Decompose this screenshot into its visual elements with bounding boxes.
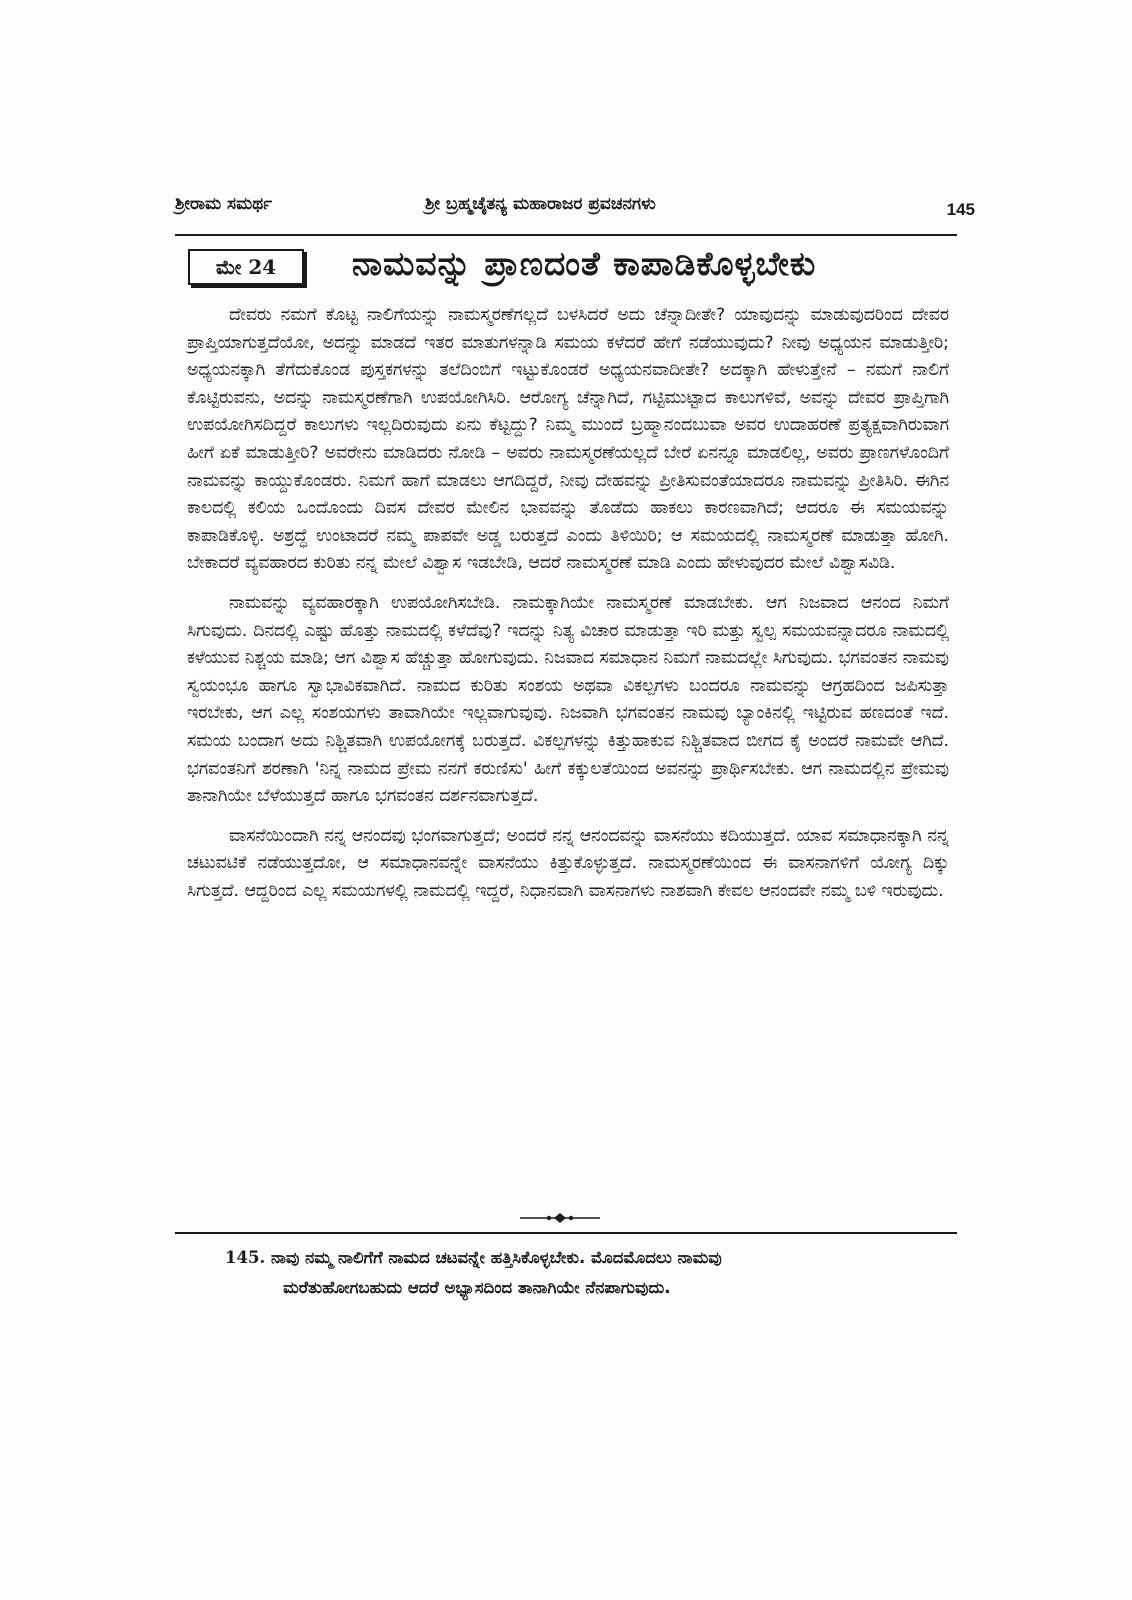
date-label: ಮೇ 24 [215,255,277,279]
footnote-rule [175,1232,957,1234]
paragraph-1: ದೇವರು ನಮಗೆ ಕೊಟ್ಟ ನಾಲಿಗೆಯನ್ನು ನಾಮಸ್ಮರಣೆಗಲ್ಲದೆ ಬಳಸಿದರೆ ಅದು ಚೆನ್ನಾದೀತೇ? ಯಾವುದನ್ನು ಮಾಡುವುದರಿಂದ ದೇವರ ಪ್ರಾಪ್ತಿಯಾಗುತ್ತದೆಯೋ, ಅದನ್ನು ಮಾಡದೆ ಇತರ ಮಾತುಗಳನ್ನಾಡಿ ಸಮಯ ಕಳೆದರೆ ಹೇಗೆ ನಡೆಯುವುದು? ನೀವು ಅಧ್ಯಯನ ಮಾಡುತ್ತೀರಿ; ಅಧ್ಯಯನಕ್ಕಾಗಿ ತೆಗೆದುಕೊಂಡ ಪುಸ್ತಕಗಳನ್ನು ತಲೆದಿಂಬಿಗೆ ಇಟ್ಟುಕೊಂಡರೆ ಅಧ್ಯಯನವಾದೀತೇ? ಅದಕ್ಕಾಗಿ ಹೇಳುತ್ತೇನೆ – ನಮಗೆ ನಾಲಿಗೆ ಕೊಟ್ಟಿರುವನು, ಅದನ್ನು ನಾಮಸ್ಮರಣೆಗಾಗಿ ಉಪಯೋಗಿಸಿರಿ. ಆರೋಗ್ಯ ಚೆನ್ನಾಗಿದೆ, ಗಟ್ಟಿಮುಟ್ಟಾದ ಕಾಲುಗಳಿವೆ, ಅವನ್ನು ದೇವರ ಪ್ರಾಪ್ತಿಗಾಗಿ ಉಪಯೋಗಿಸದಿದ್ದರೆ ಕಾಲುಗಳು ಇಲ್ಲದಿರುವುದು ಏನು ಕೆಟ್ಟದ್ದು? ನಿಮ್ಮ ಮುಂದೆ ಬ್ರಹ್ಮಾನಂದಬುವಾ ಅವರ ಉದಾಹರಣೆ ಪ್ರತ್ಯಕ್ಷವಾಗಿರುವಾಗ ಹೀಗೆ ಏಕೆ ಮಾಡುತ್ತೀರಿ? ಅವರೇನು ಮಾಡಿದರು ನೋಡಿ – ಅವರು ನಾಮಸ್ಮರಣೆಯಲ್ಲದೆ ಬೇರೆ ಏನನ್ನೂ ಮಾಡಲಿಲ್ಲ, ಅವರು ಪ್ರಾಣಗಳೊಂದಿಗೆ ನಾಮವನ್ನು ಕಾಯ್ದುಕೊಂಡರು. ನಿಮಗೆ ಹಾಗೆ ಮಾಡಲು ಆಗದಿದ್ದರೆ, ನೀವು ದೇಹವನ್ನು ಪ್ರೀತಿಸುವಂತೆಯಾದರೂ ನಾಮವನ್ನು ಪ್ರೀತಿಸಿರಿ. ಈಗಿನ ಕಾಲದಲ್ಲಿ ಕಲಿಯ ಒಂದೊಂದು ದಿವಸ ದೇವರ ಮೇಲಿನ ಭಾವವನ್ನು ತೊಡೆದು ಹಾಕಲು ಕಾರಣವಾಗಿದೆ; ಆದರೂ ಈ ಸಮಯವನ್ನು ಕಾಪಾಡಿಕೊಳ್ಳಿ. ಅಶ್ರದ್ಧೆ ಉಂಟಾದರೆ ನಮ್ಮ ಪಾಪವೇ ಅಡ್ಡ ಬರುತ್ತದೆ ಎಂದು ತಿಳಿಯಿರಿ; ಆ ಸಮಯದಲ್ಲಿ ನಾಮಸ್ಮರಣೆ ಮಾಡುತ್ತಾ ಹೋಗಿ. ಬೇಕಾದರೆ ವ್ಯವಹಾರದ ಕುರಿತು ನನ್ನ ಮೇಲೆ ವಿಶ್ವಾಸ ಇಡಬೇಡಿ, ಆದರೆ ನಾಮಸ್ಮರಣೆ ಮಾಡಿ ಎಂದು ಹೇಳುವುದರ ಮೇಲೆ ವಿಶ್ವಾಸವಿಡಿ. [187,305,949,574]
header-left-text: ಶ್ರೀರಾಮ ಸಮರ್ಥ [175,194,273,214]
footnote [225,1243,925,1303]
fleuron-divider-icon [520,1211,600,1225]
footnote-number: 145. [225,1248,266,1267]
running-header [175,194,975,224]
header-rule [175,234,957,236]
chapter-title: ನಾಮವನ್ನು ಪ್ರಾಣದಂತೆ ಕಾಪಾಡಿಕೊಳ್ಳಬೇಕು [352,244,817,283]
body-text [187,302,949,917]
footnote-line-1: ನಾವು ನಮ್ಮ ನಾಲಿಗೆಗೆ ನಾಮದ ಚಟವನ್ನೇ ಹತ್ತಿಸಿಕೊಳ್ಳಬೇಕು. ಮೊದಮೊದಲು ನಾಮವು [270,1248,722,1267]
paragraph-2: ನಾಮವನ್ನು ವ್ಯವಹಾರಕ್ಕಾಗಿ ಉಪಯೋಗಿಸಬೇಡಿ. ನಾಮಕ್ಕಾಗಿಯೇ ನಾಮಸ್ಮರಣೆ ಮಾಡಬೇಕು. ಆಗ ನಿಜವಾದ ಆನಂದ ನಿಮಗೆ ಸಿಗುವುದು. ದಿನದಲ್ಲಿ ಎಷ್ಟು ಹೊತ್ತು ನಾಮದಲ್ಲಿ ಕಳೆದೆವು? ಇದನ್ನು ನಿತ್ಯ ವಿಚಾರ ಮಾಡುತ್ತಾ ಇರಿ ಮತ್ತು ಸ್ವಲ್ಪ ಸಮಯವನ್ನಾದರೂ ನಾಮದಲ್ಲಿ ಕಳೆಯುವ ನಿಶ್ಚಯ ಮಾಡಿ; ಆಗ ವಿಶ್ವಾಸ ಹೆಚ್ಚುತ್ತಾ ಹೋಗುವುದು. ನಿಜವಾದ ಸಮಾಧಾನ ನಿಮಗೆ ನಾಮದಲ್ಲೇ ಸಿಗುವುದು. ಭಗವಂತನ ನಾಮವು ಸ್ವಯಂಭೂ ಹಾಗೂ ಸ್ವಾಭಾವಿಕವಾಗಿದೆ. ನಾಮದ ಕುರಿತು ಸಂಶಯ ಅಥವಾ ವಿಕಲ್ಪಗಳು ಬಂದರೂ ನಾಮವನ್ನು ಆಗ್ರಹದಿಂದ ಜಪಿಸುತ್ತಾ ಇರಬೇಕು, ಆಗ ಎಲ್ಲ ಸಂಶಯಗಳು ತಾವಾಗಿಯೇ ಇಲ್ಲವಾಗುವುವು. ನಿಜವಾಗಿ ಭಗವಂತನ ನಾಮವು ಬ್ಯಾಂಕಿನಲ್ಲಿ ಇಟ್ಟಿರುವ ಹಣದಂತೆ ಇದೆ. ಸಮಯ ಬಂದಾಗ ಅದು ನಿಶ್ಚಿತವಾಗಿ ಉಪಯೋಗಕ್ಕೆ ಬರುತ್ತದೆ. ವಿಕಲ್ಪಗಳನ್ನು ಕಿತ್ತುಹಾಕುವ ನಿಶ್ಚಿತವಾದ ಬೀಗದ ಕೈ ಅಂದರೆ ನಾಮವೇ ಆಗಿದೆ. ಭಗವಂತನಿಗೆ ಶರಣಾಗಿ 'ನಿನ್ನ ನಾಮದ ಪ್ರೇಮ ನನಗೆ ಕರುಣಿಸು' ಹೀಗೆ ಕಕ್ಕುಲತೆಯಿಂದ ಅವನನ್ನು ಪ್ರಾರ್ಥಿಸಬೇಕು. ಆಗ ನಾಮದಲ್ಲಿನ ಪ್ರೇಮವು ತಾನಾಗಿಯೇ ಬೆಳೆಯುತ್ತದೆ ಹಾಗೂ ಭಗವಂತನ ದರ್ಶನವಾಗುತ್ತದೆ. [187,592,949,807]
page-number: 145 [946,200,975,219]
header-book-title: ಶ್ರೀ ಬ್ರಹ್ಮಚೈತನ್ಯ ಮಹಾರಾಜರ ಪ್ರವಚನಗಳು [425,194,656,214]
paragraph-3: ವಾಸನೆಯಿಂದಾಗಿ ನನ್ನ ಆನಂದವು ಭಂಗವಾಗುತ್ತದೆ; ಅಂದರೆ ನನ್ನ ಆನಂದವನ್ನು ವಾಸನೆಯು ಕದಿಯುತ್ತದೆ. ಯಾವ ಸಮಾಧಾನಕ್ಕಾಗಿ ನನ್ನ ಚಟುವಟಿಕೆ ನಡೆಯುತ್ತದೋ, ಆ ಸಮಾಧಾನವನ್ನೇ ವಾಸನೆಯು ಕಿತ್ತುಕೊಳ್ಳುತ್ತದೆ. ನಾಮಸ್ಮರಣೆಯಿಂದ ಈ ವಾಸನಾಗಳಿಗೆ ಯೋಗ್ಯ ದಿಕ್ಕು ಸಿಗುತ್ತದೆ. ಆದ್ದರಿಂದ ಎಲ್ಲ ಸಮಯಗಳಲ್ಲಿ ನಾಮದಲ್ಲಿ ಇದ್ದರೆ, ನಿಧಾನವಾಗಿ ವಾಸನಾಗಳು ನಾಶವಾಗಿ ಕೇವಲ ಆನಂದವೇ ನಮ್ಮ ಬಳಿ ಇರುವುದು. [187,825,949,901]
footnote-line-2: ಮರೆತುಹೋಗಬಹುದು ಆದರೆ ಅಭ್ಯಾಸದಿಂದ ತಾನಾಗಿಯೇ ನೆನಪಾಗುವುದು. [283,1278,671,1297]
date-box [188,249,304,285]
